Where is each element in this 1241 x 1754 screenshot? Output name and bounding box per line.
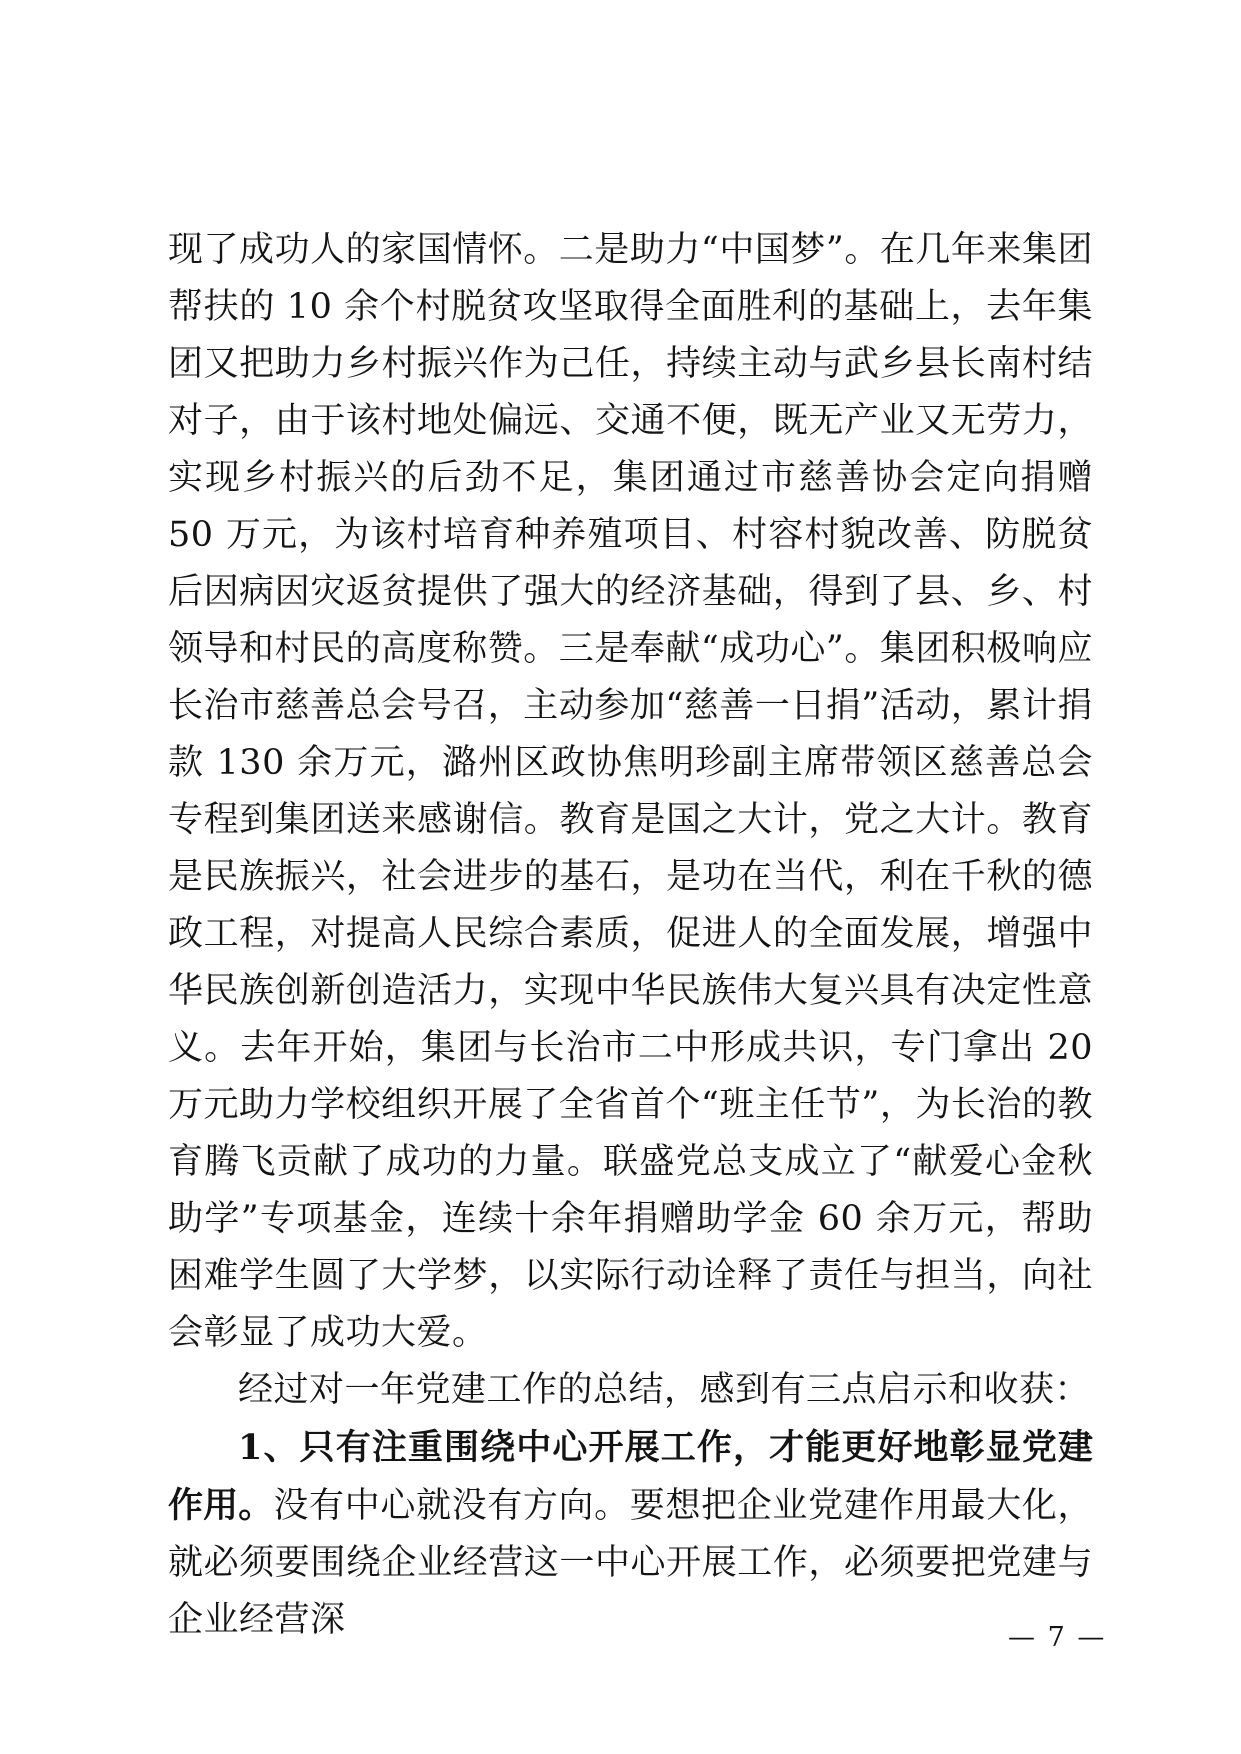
paragraph-continuation-charity: 现了成功人的家国情怀。二是助力“中国梦”。在几年来集团帮扶的 10 余个村脱贫攻坚取得全面胜利的基础上，去年集团又把助力乡村振兴作为己任，持续主动与武乡县长南村结对子，由于该村地处偏远、交通不便，既无产业又无劳力，实现乡村振兴的后劲不足，集团通过市慈善协会定向捐赠 50 万元，为该村培育种养殖项目、村容村貌改善、防脱贫后因病因灾返贫提供了强大的经济基础，得到了县、乡、村领导和村民的高度称赞。三是奉献“成功心”。集团积极响应长治市慈善总会号召，主动参加“慈善一日捐”活动，累计捐款 130 余万元，潞州区政协焦明珍副主席带领区慈善总会专程到集团送来感谢信。教育是国之大计，党之大计。教育是民族振兴，社会进步的基石，是功在当代，利在千秋的德政工程，对提高人民综合素质，促进人的全面发展，增强中华民族创新创造活力，实现中华民族伟大复兴具有决定性意义。去年开始，集团与长治市二中形成共识，专门拿出 20 万元助力学校组织开展了全省首个“班主任节”，为长治的教育腾飞贡献了成功的力量。联盛党总支成立了“献爱心金秋助学”专项基金，连续十余年捐赠助学金 60 余万元，帮助困难学生圆了大学梦，以实际行动诠释了责任与担当，向社会彰显了成功大爱。 [168,230,1093,1353]
page-number: — 7 — [1008,1622,1107,1653]
paragraph-summary-intro: 经过对一年党建工作的总结，感到有三点启示和收获： [238,1370,1091,1410]
point-1-bold-heading: 1、只有注重围绕中心开展工作，才能更好地彰显党建作用。 [168,1427,1093,1526]
point-1-body-text: 没有中心就没有方向。要想把企业党建作用最大化，就必须要围绕企业经营这一中心开展工作，必须要把党建与企业经营深 [168,1486,1093,1640]
paragraph-point-1 [168,1419,1093,1649]
document-body [168,222,1093,1649]
